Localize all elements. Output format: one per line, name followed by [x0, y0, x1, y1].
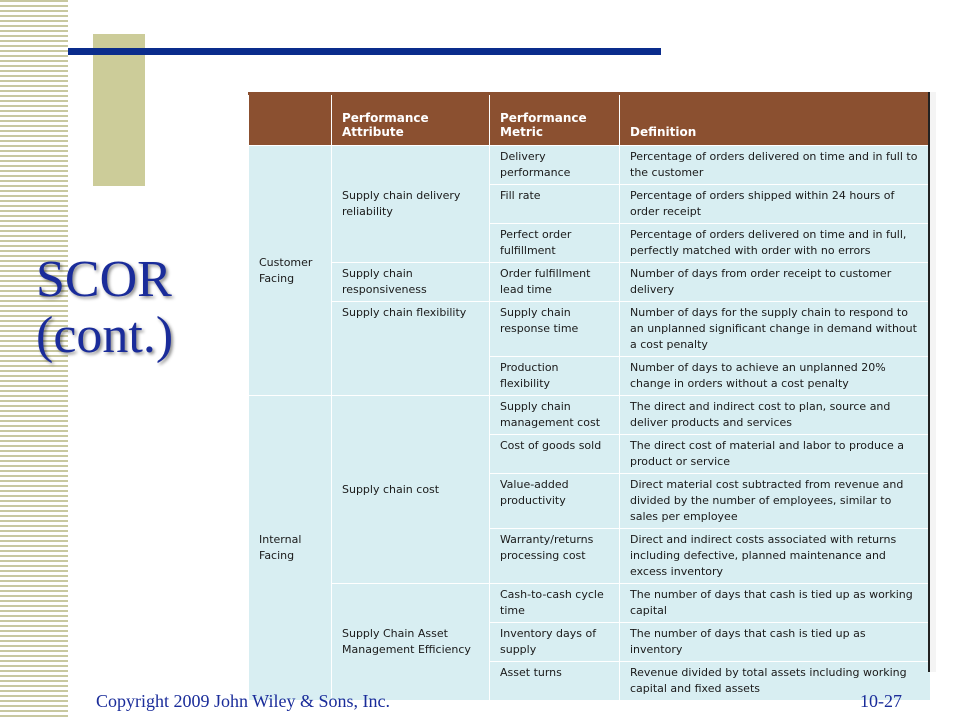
definition-cell: The number of days that cash is tied up as working capital: [620, 584, 931, 623]
table-row: [249, 263, 931, 302]
metric-cell: Fill rate: [490, 185, 620, 224]
group-customer-facing: Customer Facing: [249, 146, 332, 396]
slide-title: [36, 252, 173, 364]
table-row: [249, 396, 931, 435]
slide-title-line-1: SCOR: [36, 251, 172, 308]
header-performance-metric: Performance Metric: [490, 94, 620, 146]
table-header-row: [249, 94, 931, 146]
metric-cell: Warranty/returns processing cost: [490, 529, 620, 584]
scor-metrics-table: [248, 92, 931, 701]
definition-cell: Number of days for the supply chain to respond to an unplanned significant change in demand without a cost penalty: [620, 302, 931, 357]
metric-cell: Value-added productivity: [490, 474, 620, 529]
decorative-header-line: [68, 48, 661, 55]
footer-page-number: 10-27: [860, 691, 902, 711]
header-performance-attribute: Performance Attribute: [332, 94, 490, 146]
metric-cell: Supply chain management cost: [490, 396, 620, 435]
metric-cell: Perfect order fulfillment: [490, 224, 620, 263]
group-internal-facing: Internal Facing: [249, 396, 332, 701]
scor-metrics-table-image: [248, 92, 936, 695]
metric-cell: Cash-to-cash cycle time: [490, 584, 620, 623]
definition-cell: The number of days that cash is tied up as inventory: [620, 623, 931, 662]
definition-cell: Percentage of orders delivered on time and in full, perfectly matched with order with no errors: [620, 224, 931, 263]
metric-cell: Production flexibility: [490, 357, 620, 396]
metric-cell: Cost of goods sold: [490, 435, 620, 474]
table-row: [249, 584, 931, 623]
attribute-asset-efficiency: Supply Chain Asset Management Efficiency: [332, 584, 490, 701]
table-row: [249, 302, 931, 357]
metric-cell: Order fulfillment lead time: [490, 263, 620, 302]
attribute-responsiveness: Supply chain responsiveness: [332, 263, 490, 302]
metric-cell: Supply chain response time: [490, 302, 620, 357]
table-image-edge: [928, 92, 936, 672]
definition-cell: Percentage of orders delivered on time and in full to the customer: [620, 146, 931, 185]
definition-cell: The direct and indirect cost to plan, source and deliver products and services: [620, 396, 931, 435]
attribute-reliability: Supply chain delivery reliability: [332, 146, 490, 263]
definition-cell: The direct cost of material and labor to produce a product or service: [620, 435, 931, 474]
definition-cell: Revenue divided by total assets including working capital and fixed assets: [620, 662, 931, 701]
definition-cell: Percentage of orders shipped within 24 hours of order receipt: [620, 185, 931, 224]
attribute-cost: Supply chain cost: [332, 396, 490, 584]
table-row: [249, 146, 931, 185]
decorative-block: [93, 34, 145, 186]
metric-cell: Asset turns: [490, 662, 620, 701]
slide-title-line-2: (cont.): [36, 307, 174, 364]
footer-copyright: Copyright 2009 John Wiley & Sons, Inc.: [96, 691, 390, 711]
header-definition: Definition: [620, 94, 931, 146]
attribute-flexibility: Supply chain flexibility: [332, 302, 490, 396]
definition-cell: Number of days to achieve an unplanned 20% change in orders without a cost penalty: [620, 357, 931, 396]
metric-cell: Inventory days of supply: [490, 623, 620, 662]
metric-cell: Delivery performance: [490, 146, 620, 185]
header-group: [249, 94, 332, 146]
definition-cell: Direct material cost subtracted from revenue and divided by the number of employees, similar to sales per employee: [620, 474, 931, 529]
definition-cell: Direct and indirect costs associated with returns including defective, planned maintenance and excess inventory: [620, 529, 931, 584]
definition-cell: Number of days from order receipt to customer delivery: [620, 263, 931, 302]
